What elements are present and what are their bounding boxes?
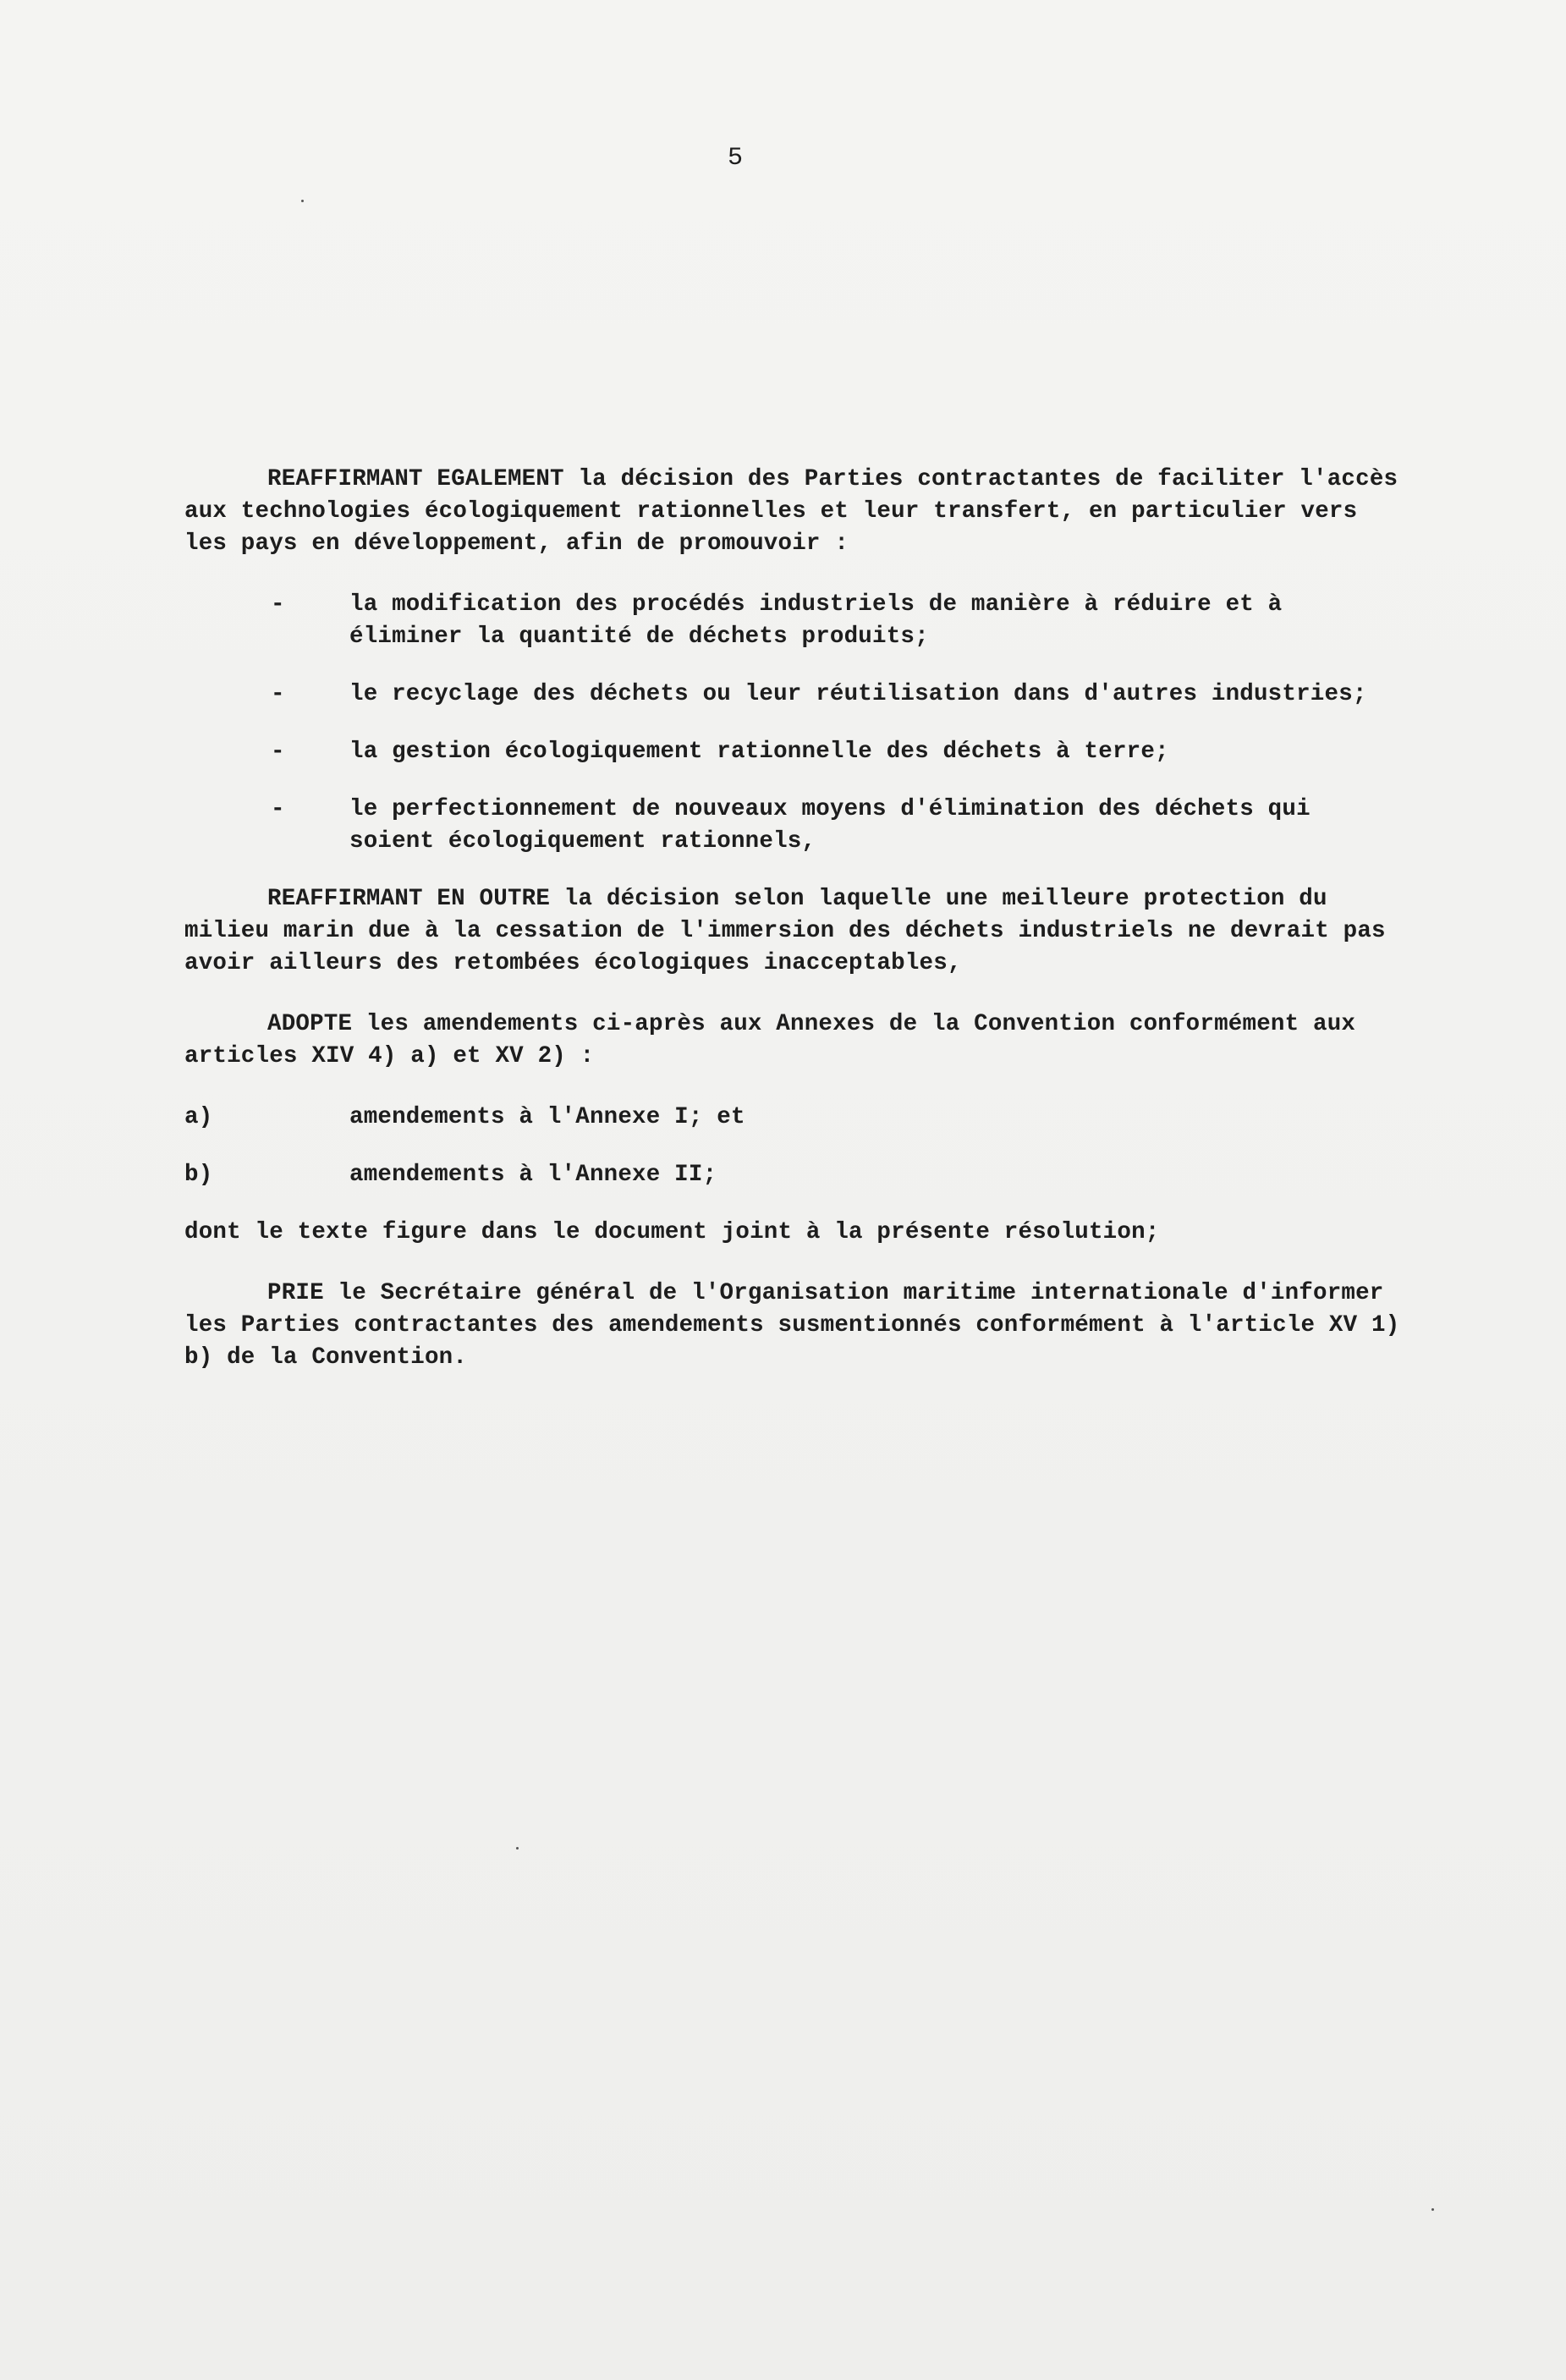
sub-list-marker: a) [184,1104,213,1130]
paragraph-adopte [184,1009,1403,1073]
list-item [184,794,1403,858]
list-item-text: le recyclage des déchets ou leur réutilisation dans d'autres industries; [349,681,1367,707]
paper-speck [1431,2208,1434,2211]
list-item [184,679,1403,711]
page-number: 5 [728,144,744,173]
sub-list-item [184,1159,1403,1191]
paper-speck [301,200,304,202]
sub-list-text: amendements à l'Annexe II; [349,1162,717,1188]
paragraph-text: dont le texte figure dans le document joint à la présente résolution; [184,1219,1160,1245]
paragraph-lead: REAFFIRMANT EGALEMENT [267,466,564,492]
dash-marker: - [271,591,285,618]
paragraph-lead: PRIE [267,1280,324,1306]
list-item-text: la modification des procédés industriels de manière à réduire et à éliminer la quantité de déchets produits; [349,591,1283,650]
resolution-body [184,464,1403,1403]
paragraph-dont-le-texte [184,1217,1403,1249]
dash-marker: - [271,739,285,765]
list-item-text: la gestion écologiquement rationnelle des déchets à terre; [349,739,1169,765]
dash-marker: - [271,681,285,707]
paragraph-text: les amendements ci-après aux Annexes de la Convention conformément aux articles XIV 4) a) et XV 2) : [184,1011,1356,1069]
list-item [184,589,1403,653]
list-item [184,736,1403,768]
paragraph-reaffirmant-en-outre [184,883,1403,980]
sub-list-marker: b) [184,1162,213,1188]
paragraph-text: la décision des Parties contractantes de faciliter l'accès aux technologies écologiquement rationnelles et leur transfert, en particulier vers les pays en développement, afin de promouvoir : [184,466,1398,557]
paragraph-prie [184,1278,1403,1374]
sub-list-text: amendements à l'Annexe I; et [349,1104,745,1130]
paragraph-text: le Secrétaire général de l'Organisation maritime internationale d'informer les Parties contractantes des amendements susmentionnés conformément à l'article XV 1) b) de la Convention. [184,1280,1400,1371]
dash-marker: - [271,796,285,822]
list-item-text: le perfectionnement de nouveaux moyens d'élimination des déchets qui soient écologiquement rationnels, [349,796,1310,855]
paragraph-reaffirmant-egalement [184,464,1403,560]
paragraph-text: la décision selon laquelle une meilleure protection du milieu marin due à la cessation de l'immersion des déchets industriels ne devrait pas avoir ailleurs des retombées écologiques inacceptables, [184,886,1386,976]
paper-speck [516,1847,519,1850]
sub-list-item [184,1102,1403,1134]
paragraph-lead: ADOPTE [267,1011,353,1037]
paragraph-lead: REAFFIRMANT EN OUTRE [267,886,551,912]
